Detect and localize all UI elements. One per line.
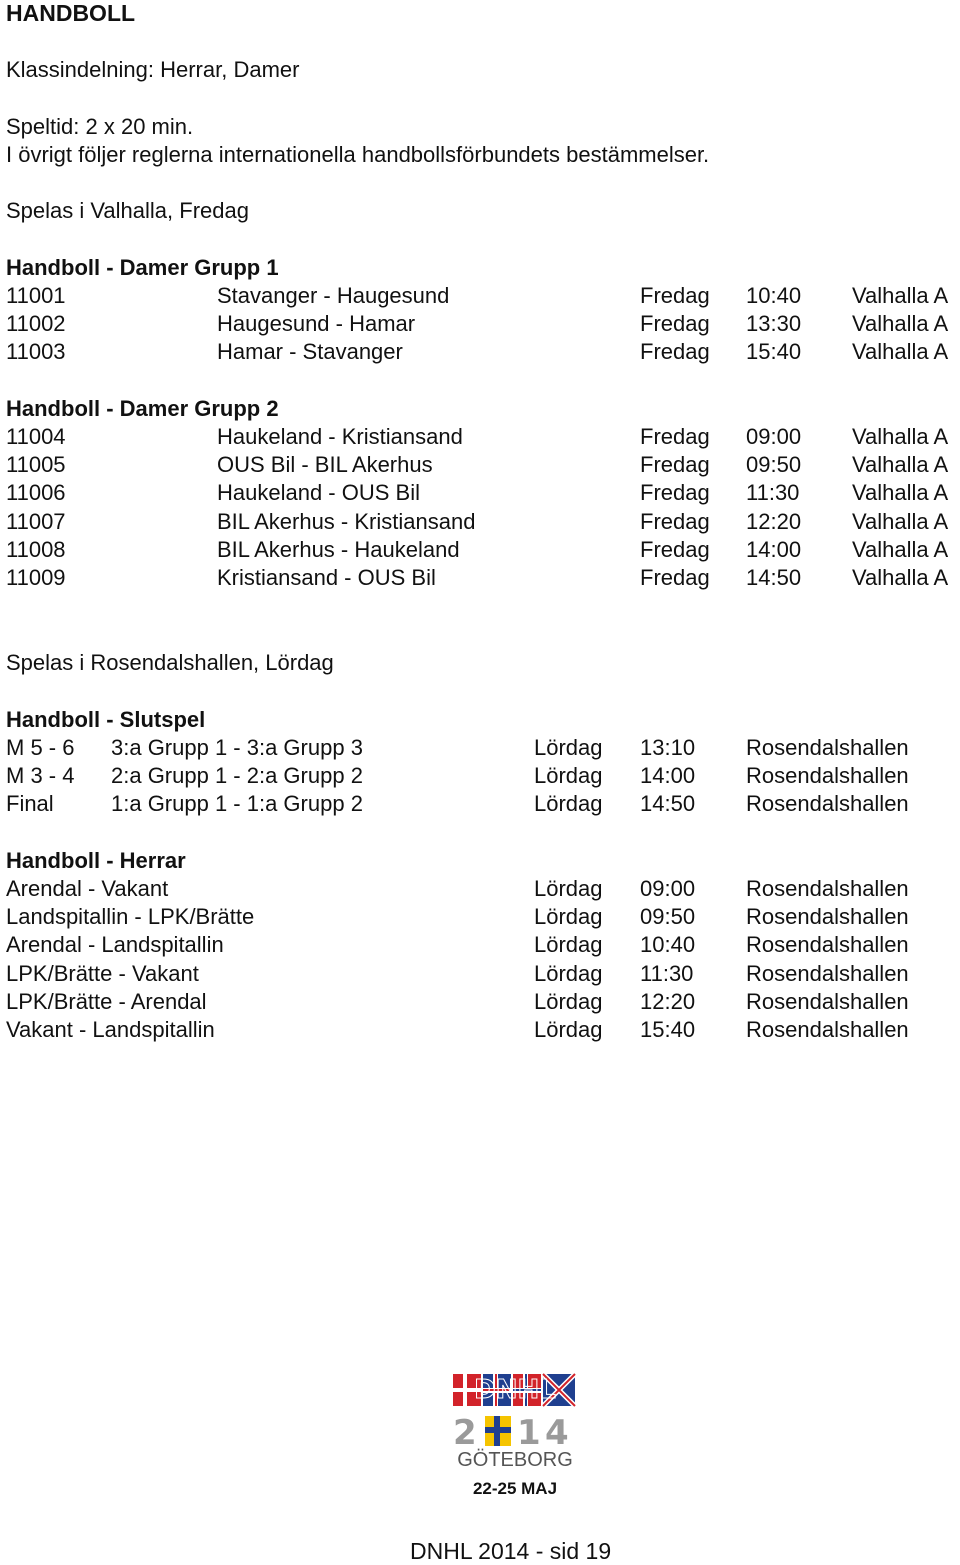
cell-time: 14:50 <box>746 565 802 590</box>
cell-day: Fredag <box>640 565 710 590</box>
cell-match: Haugesund - Hamar <box>217 311 416 337</box>
game-time-info: Speltid: 2 x 20 min. <box>6 114 194 139</box>
cell-id: 11006 <box>6 480 66 506</box>
logo-year-4: 4 <box>545 1413 569 1453</box>
cell-day: Fredag <box>640 452 710 478</box>
cell-match: Arendal - Vakant <box>6 876 169 901</box>
cell-day: Lördag <box>534 1017 603 1042</box>
cell-venue: Rosendalshallen <box>746 1017 909 1042</box>
cell-time: 09:00 <box>640 876 696 901</box>
cell-day: Lördag <box>534 904 603 930</box>
cell-day: Lördag <box>534 988 603 1014</box>
cell-venue: Valhalla A <box>852 339 949 365</box>
cell-time: 15:40 <box>746 339 802 365</box>
cell-match: Vakant - Landspitallin <box>6 1017 215 1042</box>
logo-dnhl-text: DNHL <box>474 1375 556 1405</box>
cell-venue: Valhalla A <box>852 452 949 478</box>
cell-match: Haukeland - OUS Bil <box>217 480 420 506</box>
cell-day: Fredag <box>640 536 710 562</box>
section-heading-slutspel: Handboll - Slutspel <box>6 707 206 732</box>
cell-match: LPK/Brätte - Vakant <box>6 960 199 986</box>
venue-saturday: Spelas i Rosendalshallen, Lördag <box>6 650 334 675</box>
cell-day: Fredag <box>640 339 710 365</box>
cell-match: OUS Bil - BIL Akerhus <box>217 452 433 478</box>
cell-match: LPK/Brätte - Arendal <box>6 988 207 1014</box>
cell-match: Landspitallin - LPK/Brätte <box>6 904 255 930</box>
cell-id: Final <box>6 791 54 817</box>
cell-venue: Rosendalshallen <box>746 960 909 986</box>
cell-venue: Valhalla A <box>852 283 949 308</box>
cell-day: Lördag <box>534 960 603 986</box>
cell-id: 11009 <box>6 565 66 590</box>
cell-match: 2:a Grupp 1 - 2:a Grupp 2 <box>111 763 363 789</box>
logo-city: GÖTEBORG <box>457 1449 573 1471</box>
cell-time: 15:40 <box>640 1017 696 1042</box>
cell-match: Arendal - Landspitallin <box>6 932 224 958</box>
cell-match: 1:a Grupp 1 - 1:a Grupp 2 <box>111 791 363 817</box>
cell-id: 11002 <box>6 311 66 337</box>
cell-venue: Rosendalshallen <box>746 791 909 817</box>
cell-venue: Rosendalshallen <box>746 735 909 760</box>
cell-time: 13:30 <box>746 311 802 337</box>
cell-id: 11008 <box>6 536 66 562</box>
cell-venue: Valhalla A <box>852 565 949 590</box>
cell-venue: Rosendalshallen <box>746 904 909 930</box>
cell-id: 11007 <box>6 508 66 534</box>
cell-day: Lördag <box>534 791 603 817</box>
cell-id: 11003 <box>6 339 66 365</box>
cell-match: BIL Akerhus - Kristiansand <box>217 508 476 534</box>
section-heading-herrar: Handboll - Herrar <box>6 848 186 873</box>
cell-time: 14:50 <box>640 791 696 817</box>
rules-info: I övrigt följer reglerna internationella handbollsförbundets bestämmelser. <box>6 142 710 167</box>
logo-dates: 22-25 MAJ <box>472 1479 558 1498</box>
cell-time: 09:00 <box>746 424 802 449</box>
cell-day: Lördag <box>534 763 603 789</box>
cell-time: 10:40 <box>746 283 802 308</box>
cell-day: Fredag <box>640 508 710 534</box>
cell-time: 09:50 <box>746 452 802 478</box>
logo-year-1: 1 <box>517 1413 541 1453</box>
cell-venue: Valhalla A <box>852 424 949 449</box>
cell-time: 12:20 <box>640 988 696 1014</box>
cell-day: Fredag <box>640 424 710 449</box>
cell-id: 11005 <box>6 452 66 478</box>
cell-time: 12:20 <box>746 508 802 534</box>
cell-day: Fredag <box>640 480 710 506</box>
cell-venue: Rosendalshallen <box>746 932 909 958</box>
cell-venue: Valhalla A <box>852 311 949 337</box>
cell-time: 14:00 <box>640 763 696 789</box>
dnhl-logo-graphic <box>445 1368 585 1500</box>
dnhl-logo <box>445 1368 585 1500</box>
cell-venue: Rosendalshallen <box>746 988 909 1014</box>
cell-time: 11:30 <box>746 480 800 506</box>
cell-venue: Rosendalshallen <box>746 763 909 789</box>
page-footer: DNHL 2014 - sid 19 <box>410 1538 612 1564</box>
cell-time: 10:40 <box>640 932 696 958</box>
cell-time: 11:30 <box>640 960 694 986</box>
cell-match: Haukeland - Kristiansand <box>217 424 463 449</box>
cell-match: Stavanger - Haugesund <box>217 283 450 308</box>
cell-match: BIL Akerhus - Haukeland <box>217 536 460 562</box>
cell-match: Hamar - Stavanger <box>217 339 403 365</box>
cell-venue: Rosendalshallen <box>746 876 909 901</box>
cell-match: Kristiansand - OUS Bil <box>217 565 436 590</box>
cell-day: Fredag <box>640 283 710 308</box>
cell-match: 3:a Grupp 1 - 3:a Grupp 3 <box>111 735 363 760</box>
cell-time: 09:50 <box>640 904 696 930</box>
cell-id: M 3 - 4 <box>6 763 75 789</box>
section-heading-damer-grupp1: Handboll - Damer Grupp 1 <box>6 255 279 280</box>
section-heading-damer-grupp2: Handboll - Damer Grupp 2 <box>6 396 279 421</box>
cell-venue: Valhalla A <box>852 536 949 562</box>
cell-id: 11004 <box>6 424 66 449</box>
page-title: HANDBOLL <box>6 0 136 26</box>
cell-day: Lördag <box>534 735 603 760</box>
venue-friday: Spelas i Valhalla, Fredag <box>6 198 249 223</box>
cell-venue: Valhalla A <box>852 480 949 506</box>
cell-day: Lördag <box>534 876 603 901</box>
cell-day: Fredag <box>640 311 710 337</box>
cell-id: M 5 - 6 <box>6 735 75 760</box>
cell-day: Lördag <box>534 932 603 958</box>
cell-time: 13:10 <box>640 735 696 760</box>
cell-time: 14:00 <box>746 536 802 562</box>
logo-year-2: 2 <box>453 1413 477 1453</box>
cell-id: 11001 <box>6 283 66 308</box>
class-info: Klassindelning: Herrar, Damer <box>6 57 300 82</box>
cell-venue: Valhalla A <box>852 508 949 534</box>
